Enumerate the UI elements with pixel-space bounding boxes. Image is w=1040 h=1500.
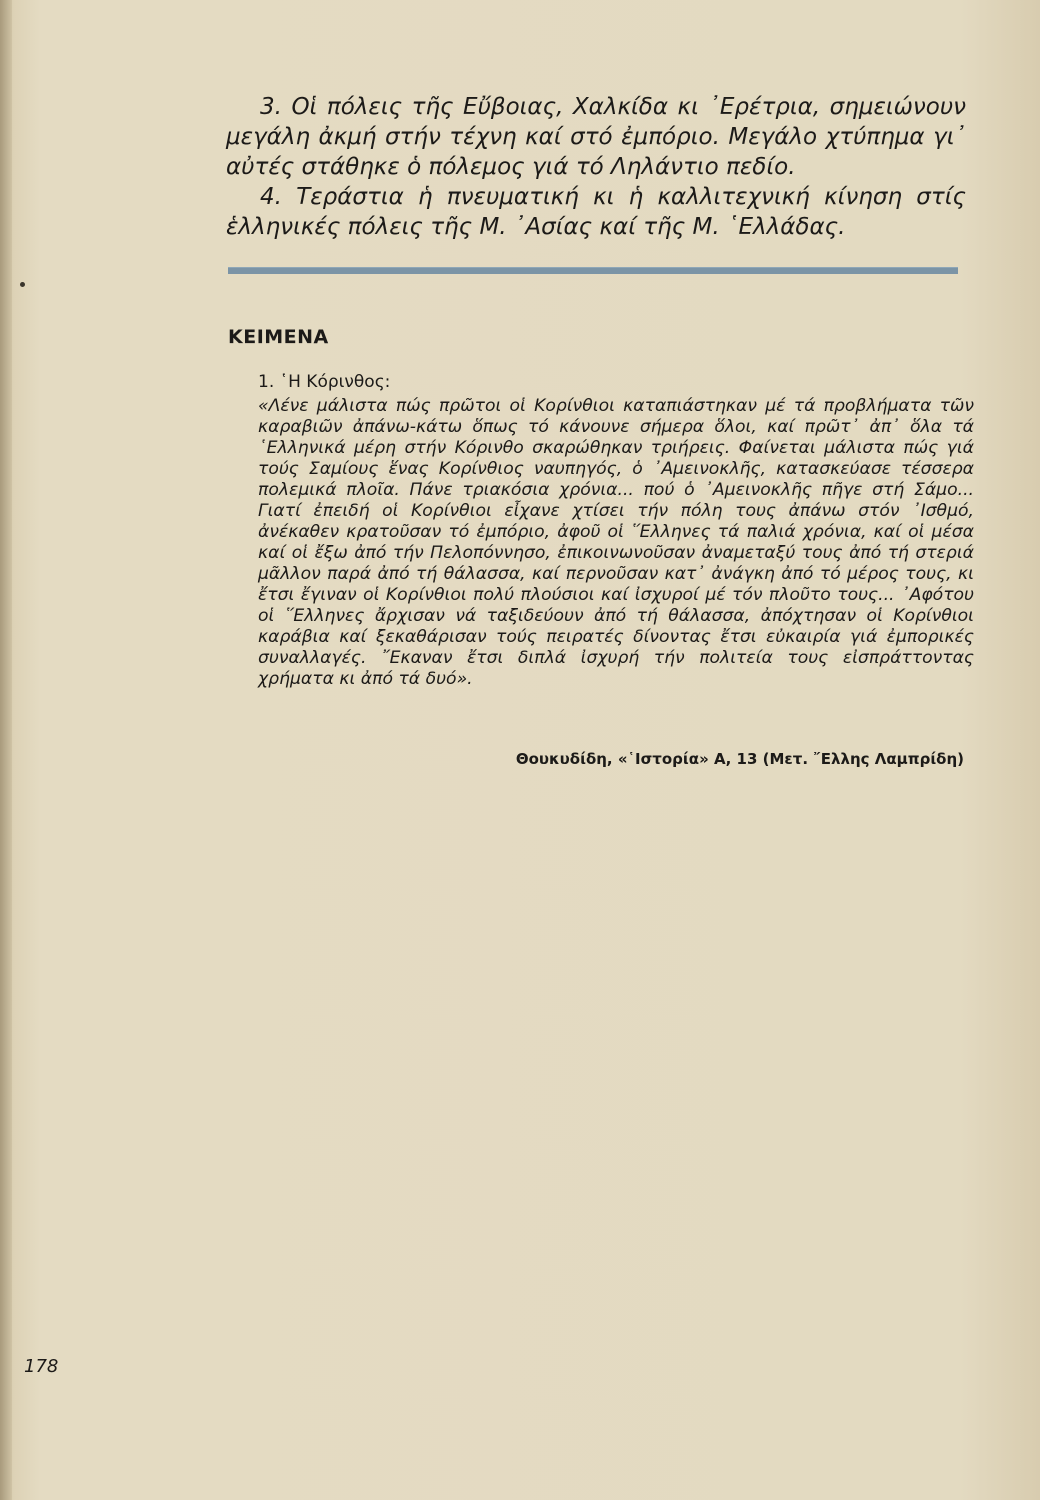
section-heading: ΚΕΙΜΕΝΑ	[228, 326, 329, 348]
source-heading: 1. ῾Η Κόρινθος:	[258, 372, 391, 392]
section-divider	[228, 267, 958, 274]
summary-point-3: 3. Οἱ πόλεις τῆς Εὔβοιας, Χαλκίδα κι ᾿Ερέτρια, σημειώνουν μεγάλη ἀκμή στήν τέχνη καί στό ἐμπόριο. Μεγάλο χτύπημα γι᾿ αὐτές στάθηκε ὁ πόλεμος γιά τό Ληλάντιο πεδίο.	[226, 94, 966, 180]
summary-point-4: 4. Τεράστια ἡ πνευματική κι ἡ καλλιτεχνική κίνηση στίς ἑλληνικές πόλεις τῆς Μ. ᾿Ασίας καί τῆς Μ. ῾Ελλάδας.	[226, 184, 966, 240]
source-citation: Θουκυδίδη, «῾Ιστορία» Α, 13 (Μετ. ῎Ελλης Λαμπρίδη)	[515, 750, 964, 768]
source-quote: «Λένε μάλιστα πώς πρῶτοι οἱ Κορίνθιοι καταπιάστηκαν μέ τά προβλήματα τῶν καραβιῶν ἀπάνω-κάτω ὅπως τό κάνουνε σήμερα ὅλοι, καί πρῶτ᾿ ἀπ᾿ ὅλα τά ῾Ελληνικά μέρη στήν Κόρινθο σκαρώθηκαν τριήρεις. Φαίνεται μάλιστα πώς γιά τούς Σαμίους ἕνας Κορίνθιος ναυπηγός, ὁ ᾿Αμεινοκλῆς, κατασκεύασε τέσσερα πολεμικά πλοῖα. Πάνε τριακόσια χρόνια... πού ὁ ᾿Αμεινοκλῆς πῆγε στή Σάμο... Γιατί ἐπειδή οἱ Κορίνθιοι εἶχανε χτίσει τήν πόλη τους ἀπάνω στόν ᾿Ισθμό, ἀνέκαθεν κρατοῦσαν τό ἐμπόριο, ἀφοῦ οἱ ῞Ελληνες τά παλιά χρόνια, καί οἱ μέσα καί οἱ ἔξω ἀπό τήν Πελοπόννησο, ἐπικοινωνοῦσαν ἀναμεταξύ τους ἀπό τή στεριά μᾶλλον παρά ἀπό τή θάλασσα, καί περνοῦσαν κατ᾿ ἀνάγκη ἀπό τό μέρος τους, κι ἔτσι ἔγιναν οἱ Κορίνθιοι πολύ πλούσιοι καί ἰσχυροί μέ τόν πλοῦτο τους... ᾿Αφότου οἱ ῞Ελληνες ἄρχισαν νά ταξιδεύουν ἀπό τή θάλασσα, ἀπόχτησαν οἱ Κορίνθιοι καράβια καί ξεκαθάρισαν τούς πειρατές δίνοντας ἔτσι εὐκαιρία γιά ἐμπορικές συναλλαγές. ῎Εκαναν ἔτσι διπλά ἰσχυρή τήν πολιτεία τους εἰσπράττοντας χρήματα κι ἀπό τά δυό».	[258, 396, 974, 689]
summary-points	[226, 92, 966, 242]
page-number: 178	[24, 1356, 59, 1377]
page-binding-edge	[0, 0, 12, 1500]
ink-spot	[20, 282, 25, 287]
